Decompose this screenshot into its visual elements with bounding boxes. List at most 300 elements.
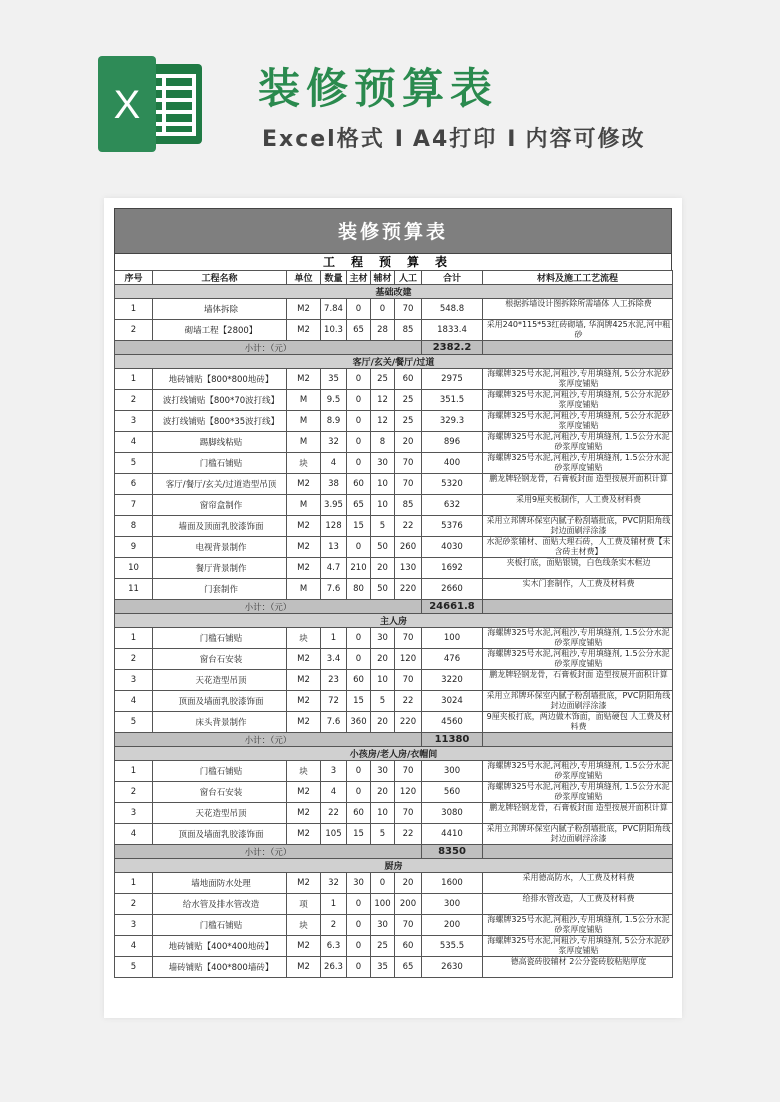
cell-name[interactable]: 门套制作 [153, 579, 287, 600]
cell-qty[interactable]: 1 [321, 628, 347, 649]
subtotal-empty [483, 341, 673, 355]
cell-desc[interactable]: 鹏龙牌轻钢龙骨，石膏板封面 造型按展开面积计算 [483, 803, 673, 824]
cell-unit[interactable]: M2 [287, 712, 321, 733]
cell-no[interactable]: 1 [115, 761, 153, 782]
table-row[interactable] [115, 649, 673, 670]
cell-desc[interactable]: 海螺牌325号水泥,河粗沙,专用填缝剂, 1.5公分水泥砂浆厚度铺贴 [483, 628, 673, 649]
cell-labor[interactable]: 70 [395, 670, 422, 691]
cell-unit[interactable]: M [287, 432, 321, 453]
cell-desc[interactable]: 海螺牌325号水泥,河粗沙,专用填缝剂, 1.5公分水泥砂浆厚度铺贴 [483, 649, 673, 670]
cell-main[interactable]: 65 [347, 495, 371, 516]
cell-labor[interactable]: 25 [395, 390, 422, 411]
cell-no[interactable]: 6 [115, 474, 153, 495]
cell-total[interactable]: 560 [422, 782, 483, 803]
cell-qty[interactable]: 3 [321, 761, 347, 782]
cell-name[interactable]: 波打线铺贴【800*70波打线】 [153, 390, 287, 411]
table-row[interactable] [115, 691, 673, 712]
cell-no[interactable]: 5 [115, 957, 153, 978]
budget-table [114, 270, 673, 978]
cell-labor[interactable]: 130 [395, 558, 422, 579]
sheet-preview [104, 198, 682, 1018]
table-row[interactable] [115, 894, 673, 915]
cell-unit[interactable]: M2 [287, 299, 321, 320]
cell-aux[interactable]: 10 [371, 495, 395, 516]
cell-desc[interactable]: 根据拆墙设计图拆除所需墙体 人工拆除费 [483, 299, 673, 320]
table-row[interactable] [115, 453, 673, 474]
cell-aux[interactable]: 12 [371, 411, 395, 432]
cell-aux[interactable]: 0 [371, 299, 395, 320]
cell-no[interactable]: 8 [115, 516, 153, 537]
cell-total[interactable]: 3080 [422, 803, 483, 824]
header-unit: 单位 [287, 271, 321, 285]
cell-aux[interactable]: 35 [371, 957, 395, 978]
cell-desc[interactable]: 海螺牌325号水泥,河粗沙,专用填缝剂, 5公分水泥砂浆厚度铺贴 [483, 936, 673, 957]
cell-desc[interactable]: 海螺牌325号水泥,河粗沙,专用填缝剂, 1.5公分水泥砂浆厚度铺贴 [483, 432, 673, 453]
sheet-title: 装修预算表 [114, 208, 672, 254]
cell-aux[interactable]: 20 [371, 649, 395, 670]
budget-sheet [114, 208, 672, 978]
cell-total[interactable]: 4030 [422, 537, 483, 558]
cell-labor[interactable]: 60 [395, 936, 422, 957]
cell-unit[interactable]: 块 [287, 915, 321, 936]
cell-name[interactable]: 顶面及墙面乳胶漆饰面 [153, 824, 287, 845]
cell-labor[interactable]: 60 [395, 369, 422, 390]
cell-no[interactable]: 4 [115, 824, 153, 845]
cell-labor[interactable]: 70 [395, 453, 422, 474]
cell-qty[interactable]: 4 [321, 782, 347, 803]
cell-main[interactable]: 80 [347, 579, 371, 600]
header-labor: 人工 [395, 271, 422, 285]
subtitle-format: Excel格式 [262, 127, 385, 152]
cell-main[interactable]: 0 [347, 537, 371, 558]
cell-total[interactable]: 896 [422, 432, 483, 453]
cell-total[interactable]: 100 [422, 628, 483, 649]
table-row[interactable] [115, 782, 673, 803]
cell-no[interactable]: 1 [115, 873, 153, 894]
cell-main[interactable]: 0 [347, 453, 371, 474]
cell-unit[interactable]: M2 [287, 670, 321, 691]
cell-desc[interactable]: 海螺牌325号水泥,河粗沙,专用填缝剂, 1.5公分水泥砂浆厚度铺贴 [483, 915, 673, 936]
section-header-row [115, 355, 673, 369]
cell-main[interactable]: 0 [347, 936, 371, 957]
cell-no[interactable]: 3 [115, 411, 153, 432]
cell-qty[interactable]: 128 [321, 516, 347, 537]
cell-qty[interactable]: 8.9 [321, 411, 347, 432]
cell-aux[interactable]: 0 [371, 873, 395, 894]
cell-qty[interactable]: 1 [321, 894, 347, 915]
cell-labor[interactable]: 220 [395, 579, 422, 600]
cell-desc[interactable]: 海螺牌325号水泥,河粗沙,专用填缝剂, 1.5公分水泥砂浆厚度铺贴 [483, 782, 673, 803]
cell-main[interactable]: 60 [347, 670, 371, 691]
cell-qty[interactable]: 105 [321, 824, 347, 845]
section-title: 主人房 [115, 614, 673, 628]
cell-aux[interactable]: 10 [371, 474, 395, 495]
table-row[interactable] [115, 824, 673, 845]
cell-qty[interactable]: 4.7 [321, 558, 347, 579]
cell-no[interactable]: 4 [115, 936, 153, 957]
cell-qty[interactable]: 23 [321, 670, 347, 691]
cell-no[interactable]: 2 [115, 390, 153, 411]
cell-aux[interactable]: 30 [371, 453, 395, 474]
cell-unit[interactable]: M2 [287, 873, 321, 894]
cell-no[interactable]: 7 [115, 495, 153, 516]
cell-total[interactable]: 329.3 [422, 411, 483, 432]
cell-name[interactable]: 门槛石铺贴 [153, 915, 287, 936]
cell-main[interactable]: 60 [347, 474, 371, 495]
cell-main[interactable]: 0 [347, 957, 371, 978]
cell-desc[interactable]: 鹏龙牌轻钢龙骨，石膏板封面 造型按展开面积计算 [483, 474, 673, 495]
cell-unit[interactable]: M [287, 579, 321, 600]
cell-no[interactable]: 3 [115, 915, 153, 936]
cell-unit[interactable]: 项 [287, 894, 321, 915]
cell-aux[interactable]: 25 [371, 936, 395, 957]
cell-main[interactable]: 0 [347, 390, 371, 411]
cell-aux[interactable]: 30 [371, 761, 395, 782]
table-row[interactable] [115, 299, 673, 320]
cell-total[interactable]: 3024 [422, 691, 483, 712]
header-aux: 辅材 [371, 271, 395, 285]
cell-aux[interactable]: 28 [371, 320, 395, 341]
table-row[interactable] [115, 628, 673, 649]
cell-labor[interactable]: 70 [395, 761, 422, 782]
cell-name[interactable]: 墙砖铺贴【400*800墙砖】 [153, 957, 287, 978]
cell-desc[interactable]: 给排水管改造，人工费及材料费 [483, 894, 673, 915]
cell-desc[interactable]: 夹板打底，面贴银镜，白色线条实木框边 [483, 558, 673, 579]
cell-desc[interactable]: 海螺牌325号水泥,河粗沙,专用填缝剂, 1.5公分水泥砂浆厚度铺贴 [483, 453, 673, 474]
cell-labor[interactable]: 70 [395, 915, 422, 936]
cell-qty[interactable]: 9.5 [321, 390, 347, 411]
cell-unit[interactable]: M2 [287, 558, 321, 579]
table-row[interactable] [115, 411, 673, 432]
cell-name[interactable]: 砌墙工程【2800】 [153, 320, 287, 341]
cell-labor[interactable]: 20 [395, 873, 422, 894]
table-row[interactable] [115, 761, 673, 782]
cell-unit[interactable]: M2 [287, 649, 321, 670]
cell-no[interactable]: 2 [115, 649, 153, 670]
cell-aux[interactable]: 30 [371, 628, 395, 649]
cell-desc[interactable]: 海螺牌325号水泥,河粗沙,专用填缝剂, 5公分水泥砂浆厚度铺贴 [483, 411, 673, 432]
table-row[interactable] [115, 390, 673, 411]
cell-name[interactable]: 床头背景制作 [153, 712, 287, 733]
cell-total[interactable]: 300 [422, 761, 483, 782]
cell-main[interactable]: 15 [347, 691, 371, 712]
subtotal-label: 小计：（元） [115, 845, 422, 859]
cell-no[interactable]: 10 [115, 558, 153, 579]
subtotal-empty [483, 600, 673, 614]
cell-unit[interactable]: M2 [287, 537, 321, 558]
cell-desc[interactable]: 鹏龙牌轻钢龙骨，石膏板封面 造型按展开面积计算 [483, 670, 673, 691]
cell-name[interactable]: 天花造型吊顶 [153, 803, 287, 824]
cell-qty[interactable]: 22 [321, 803, 347, 824]
subtitle-print: A4打印 [412, 127, 498, 152]
cell-total[interactable]: 2975 [422, 369, 483, 390]
cell-unit[interactable]: 块 [287, 628, 321, 649]
cell-total[interactable]: 200 [422, 915, 483, 936]
cell-desc[interactable]: 采用立邦牌环保室内腻子粉刮墙批底，PVC阴阳角线封边面刷浮涂漆 [483, 516, 673, 537]
cell-main[interactable]: 15 [347, 824, 371, 845]
cell-desc[interactable]: 实木门套制作，人工费及材料费 [483, 579, 673, 600]
cell-qty[interactable]: 35 [321, 369, 347, 390]
cell-name[interactable]: 窗台石安装 [153, 782, 287, 803]
cell-main[interactable]: 0 [347, 649, 371, 670]
table-row[interactable] [115, 957, 673, 978]
cell-desc[interactable]: 采用立邦牌环保室内腻子粉刮墙批底，PVC阴阳角线封边面刷浮涂漆 [483, 824, 673, 845]
subtotal-row [115, 341, 673, 355]
cell-qty[interactable]: 32 [321, 873, 347, 894]
cell-labor[interactable]: 70 [395, 803, 422, 824]
cell-qty[interactable]: 72 [321, 691, 347, 712]
cell-unit[interactable]: M [287, 495, 321, 516]
cell-main[interactable]: 0 [347, 369, 371, 390]
cell-no[interactable]: 5 [115, 712, 153, 733]
cell-name[interactable]: 波打线铺贴【800*35波打线】 [153, 411, 287, 432]
section-header-row [115, 747, 673, 761]
cell-no[interactable]: 2 [115, 894, 153, 915]
cell-main[interactable]: 0 [347, 782, 371, 803]
cell-unit[interactable]: M2 [287, 369, 321, 390]
table-row[interactable] [115, 432, 673, 453]
cell-total[interactable]: 1600 [422, 873, 483, 894]
cell-desc[interactable]: 海螺牌325号水泥,河粗沙,专用填缝剂, 5公分水泥砂浆厚度铺贴 [483, 390, 673, 411]
cell-unit[interactable]: 块 [287, 453, 321, 474]
table-row[interactable] [115, 579, 673, 600]
table-body [115, 285, 673, 978]
subtotal-empty [483, 733, 673, 747]
cell-qty[interactable]: 3.95 [321, 495, 347, 516]
cell-no[interactable]: 1 [115, 628, 153, 649]
cell-unit[interactable]: M2 [287, 803, 321, 824]
cell-no[interactable]: 2 [115, 782, 153, 803]
cell-main[interactable]: 0 [347, 299, 371, 320]
cell-name[interactable]: 门槛石铺贴 [153, 628, 287, 649]
cell-qty[interactable]: 32 [321, 432, 347, 453]
cell-qty[interactable]: 38 [321, 474, 347, 495]
cell-no[interactable]: 9 [115, 537, 153, 558]
cell-labor[interactable]: 85 [395, 495, 422, 516]
excel-logo-icon [92, 56, 208, 152]
subtotal-value: 11380 [422, 733, 483, 747]
cell-name[interactable]: 踢脚线粘贴 [153, 432, 287, 453]
cell-desc[interactable]: 水泥砂浆辅材、面贴大理石砖，人工费及辅材费【未含砖主材费】 [483, 537, 673, 558]
cell-name[interactable]: 墙地面防水处理 [153, 873, 287, 894]
table-row[interactable] [115, 320, 673, 341]
cell-unit[interactable]: M2 [287, 691, 321, 712]
header-total: 合计 [422, 271, 483, 285]
cell-aux[interactable]: 8 [371, 432, 395, 453]
cell-name[interactable]: 餐厅背景制作 [153, 558, 287, 579]
cell-name[interactable]: 给水管及排水管改造 [153, 894, 287, 915]
cell-aux[interactable]: 25 [371, 369, 395, 390]
subtotal-value: 24661.8 [422, 600, 483, 614]
cell-unit[interactable]: M2 [287, 782, 321, 803]
cell-unit[interactable]: M [287, 411, 321, 432]
cell-main[interactable]: 0 [347, 894, 371, 915]
cell-main[interactable]: 60 [347, 803, 371, 824]
cell-name[interactable]: 电视背景制作 [153, 537, 287, 558]
cell-no[interactable]: 4 [115, 691, 153, 712]
cell-qty[interactable]: 4 [321, 453, 347, 474]
cell-total[interactable]: 4410 [422, 824, 483, 845]
cell-labor[interactable]: 120 [395, 782, 422, 803]
cell-unit[interactable]: M [287, 390, 321, 411]
cell-unit[interactable]: M2 [287, 824, 321, 845]
table-row[interactable] [115, 915, 673, 936]
cell-total[interactable]: 1692 [422, 558, 483, 579]
table-row[interactable] [115, 474, 673, 495]
table-row[interactable] [115, 516, 673, 537]
cell-desc[interactable]: 采用德高防水，人工费及材料费 [483, 873, 673, 894]
cell-total[interactable]: 1833.4 [422, 320, 483, 341]
cell-total[interactable]: 4560 [422, 712, 483, 733]
cell-no[interactable]: 1 [115, 299, 153, 320]
cell-qty[interactable]: 7.6 [321, 579, 347, 600]
cell-aux[interactable]: 10 [371, 803, 395, 824]
cell-labor[interactable]: 25 [395, 411, 422, 432]
cell-labor[interactable]: 260 [395, 537, 422, 558]
cell-desc[interactable]: 海螺牌325号水泥,河粗沙,专用填缝剂, 1.5公分水泥砂浆厚度铺贴 [483, 761, 673, 782]
cell-aux[interactable]: 20 [371, 712, 395, 733]
cell-labor[interactable]: 65 [395, 957, 422, 978]
cell-main[interactable]: 0 [347, 628, 371, 649]
table-header-row [115, 271, 673, 285]
cell-no[interactable]: 1 [115, 369, 153, 390]
cell-unit[interactable]: 块 [287, 761, 321, 782]
cell-main[interactable]: 0 [347, 761, 371, 782]
cell-qty[interactable]: 26.3 [321, 957, 347, 978]
cell-name[interactable]: 窗帘盒制作 [153, 495, 287, 516]
cell-name[interactable]: 地砖铺贴【800*800地砖】 [153, 369, 287, 390]
cell-name[interactable]: 顶面及墙面乳胶漆饰面 [153, 691, 287, 712]
table-row[interactable] [115, 873, 673, 894]
cell-total[interactable]: 351.5 [422, 390, 483, 411]
cell-name[interactable]: 墙面及顶面乳胶漆饰面 [153, 516, 287, 537]
cell-total[interactable]: 400 [422, 453, 483, 474]
table-row[interactable] [115, 537, 673, 558]
cell-total[interactable]: 3220 [422, 670, 483, 691]
cell-total[interactable]: 2660 [422, 579, 483, 600]
cell-name[interactable]: 门槛石铺贴 [153, 453, 287, 474]
cell-no[interactable]: 11 [115, 579, 153, 600]
cell-qty[interactable]: 10.3 [321, 320, 347, 341]
cell-labor[interactable]: 22 [395, 516, 422, 537]
cell-labor[interactable]: 22 [395, 824, 422, 845]
cell-name[interactable]: 客厅/餐厅/玄关/过道造型吊顶 [153, 474, 287, 495]
cell-aux[interactable]: 30 [371, 915, 395, 936]
cell-total[interactable]: 476 [422, 649, 483, 670]
cell-unit[interactable]: M2 [287, 957, 321, 978]
cell-aux[interactable]: 10 [371, 670, 395, 691]
cell-name[interactable]: 天花造型吊顶 [153, 670, 287, 691]
table-row[interactable] [115, 495, 673, 516]
table-row[interactable] [115, 369, 673, 390]
subtitle-separator: I [507, 127, 518, 152]
section-title: 基础改建 [115, 285, 673, 299]
cell-total[interactable]: 5320 [422, 474, 483, 495]
cell-labor[interactable]: 20 [395, 432, 422, 453]
cell-labor[interactable]: 70 [395, 628, 422, 649]
cell-qty[interactable]: 13 [321, 537, 347, 558]
cell-desc[interactable]: 9厘夹板打底，两边做木饰面，面贴硬包 人工费及材料费 [483, 712, 673, 733]
cell-labor[interactable]: 70 [395, 299, 422, 320]
cell-no[interactable]: 4 [115, 432, 153, 453]
cell-main[interactable]: 0 [347, 432, 371, 453]
cell-no[interactable]: 5 [115, 453, 153, 474]
cell-qty[interactable]: 6.3 [321, 936, 347, 957]
subtotal-empty [483, 845, 673, 859]
cell-qty[interactable]: 2 [321, 915, 347, 936]
cell-labor[interactable]: 200 [395, 894, 422, 915]
cell-aux[interactable]: 20 [371, 782, 395, 803]
cell-aux[interactable]: 5 [371, 824, 395, 845]
cell-qty[interactable]: 3.4 [321, 649, 347, 670]
cell-labor[interactable]: 85 [395, 320, 422, 341]
cell-total[interactable]: 5376 [422, 516, 483, 537]
subtotal-value: 8350 [422, 845, 483, 859]
section-title: 客厅/玄关/餐厅/过道 [115, 355, 673, 369]
cell-unit[interactable]: M2 [287, 320, 321, 341]
cell-aux[interactable]: 20 [371, 558, 395, 579]
cell-main[interactable]: 0 [347, 411, 371, 432]
cell-desc[interactable]: 采用9厘夹板制作，人工费及材料费 [483, 495, 673, 516]
cell-main[interactable]: 30 [347, 873, 371, 894]
table-row[interactable] [115, 558, 673, 579]
cell-no[interactable]: 3 [115, 803, 153, 824]
cell-labor[interactable]: 220 [395, 712, 422, 733]
cell-desc[interactable]: 德高瓷砖胶辅材 2公分瓷砖胶粘贴厚度 [483, 957, 673, 978]
cell-aux[interactable]: 50 [371, 537, 395, 558]
cell-aux[interactable]: 50 [371, 579, 395, 600]
cell-aux[interactable]: 100 [371, 894, 395, 915]
table-row[interactable] [115, 803, 673, 824]
cell-total[interactable]: 632 [422, 495, 483, 516]
section-title: 厨房 [115, 859, 673, 873]
cell-total[interactable]: 535.5 [422, 936, 483, 957]
cell-name[interactable]: 墙体拆除 [153, 299, 287, 320]
cell-desc[interactable]: 采用240*115*53红砖砌墙, 华润牌425水泥,河中粗砂 [483, 320, 673, 341]
cell-main[interactable]: 0 [347, 915, 371, 936]
cell-name[interactable]: 地砖铺贴【400*400地砖】 [153, 936, 287, 957]
cell-no[interactable]: 2 [115, 320, 153, 341]
cell-unit[interactable]: M2 [287, 936, 321, 957]
cell-labor[interactable]: 70 [395, 474, 422, 495]
cell-desc[interactable]: 海螺牌325号水泥,河粗沙,专用填缝剂, 5公分水泥砂浆厚度铺贴 [483, 369, 673, 390]
table-row[interactable] [115, 712, 673, 733]
cell-desc[interactable]: 采用立邦牌环保室内腻子粉刮墙批底，PVC阴阳角线封边面刷浮涂漆 [483, 691, 673, 712]
cell-qty[interactable]: 7.6 [321, 712, 347, 733]
cell-unit[interactable]: M2 [287, 516, 321, 537]
cell-unit[interactable]: M2 [287, 474, 321, 495]
cell-total[interactable]: 300 [422, 894, 483, 915]
cell-name[interactable]: 窗台石安装 [153, 649, 287, 670]
table-row[interactable] [115, 936, 673, 957]
cell-no[interactable]: 3 [115, 670, 153, 691]
header-desc: 材料及施工工艺流程 [483, 271, 673, 285]
cell-aux[interactable]: 12 [371, 390, 395, 411]
cell-total[interactable]: 548.8 [422, 299, 483, 320]
cell-name[interactable]: 门槛石铺贴 [153, 761, 287, 782]
cell-aux[interactable]: 5 [371, 691, 395, 712]
table-row[interactable] [115, 670, 673, 691]
cell-main[interactable]: 65 [347, 320, 371, 341]
cell-main[interactable]: 360 [347, 712, 371, 733]
cell-labor[interactable]: 22 [395, 691, 422, 712]
cell-total[interactable]: 2630 [422, 957, 483, 978]
cell-main[interactable]: 210 [347, 558, 371, 579]
cell-aux[interactable]: 5 [371, 516, 395, 537]
cell-qty[interactable]: 7.84 [321, 299, 347, 320]
cell-main[interactable]: 15 [347, 516, 371, 537]
cell-labor[interactable]: 120 [395, 649, 422, 670]
